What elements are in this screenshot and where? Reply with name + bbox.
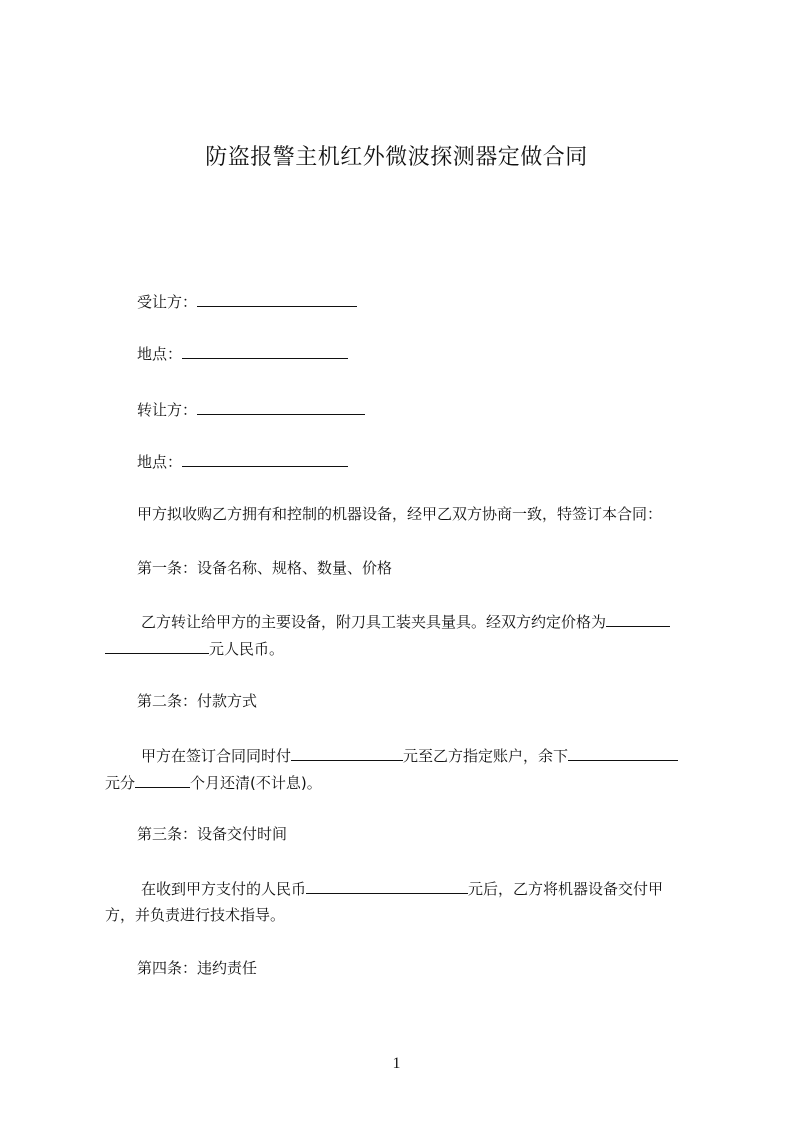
intro-paragraph: 甲方拟收购乙方拥有和控制的机器设备，经甲乙双方协商一致，特签订本合同： xyxy=(137,505,663,523)
initial-payment-blank[interactable] xyxy=(291,744,403,761)
party-b-address-blank[interactable] xyxy=(182,450,348,467)
article3-line2: 方，并负责进行技术指导。 xyxy=(105,906,286,924)
article1-line2 xyxy=(105,637,284,660)
months-blank[interactable] xyxy=(135,771,190,788)
remaining-amount-blank[interactable] xyxy=(568,744,678,761)
price-blank-part2[interactable] xyxy=(105,637,209,654)
party-a-label: 受让方： xyxy=(137,293,198,311)
article2-text-d: 个月还清(不计息)。 xyxy=(190,774,322,792)
article3-heading: 第三条：设备交付时间 xyxy=(137,825,288,843)
party-a-address-row xyxy=(137,342,348,365)
page-number: 1 xyxy=(392,1055,401,1072)
article3-text-a: 在收到甲方支付的人民币 xyxy=(141,880,307,898)
page-title: 防盗报警主机红外微波探测器定做合同 xyxy=(205,145,588,170)
party-b-address-row xyxy=(137,450,348,473)
article2-line2 xyxy=(105,771,322,794)
party-b-blank[interactable] xyxy=(197,398,365,415)
party-a-blank[interactable] xyxy=(197,290,357,307)
article2-line1 xyxy=(141,744,678,767)
article3-text-b: 元后，乙方将机器设备交付甲 xyxy=(468,880,664,898)
article2-text-b: 元至乙方指定账户，余下 xyxy=(403,747,569,765)
article2-heading: 第二条：付款方式 xyxy=(137,692,258,710)
party-b-address-label: 地点： xyxy=(137,453,183,471)
price-blank-part1[interactable] xyxy=(606,610,670,627)
article2-text-a: 甲方在签订合同同时付 xyxy=(141,747,292,765)
party-a-address-label: 地点： xyxy=(137,345,183,363)
article1-heading: 第一条：设备名称、规格、数量、价格 xyxy=(137,559,393,577)
article2-text-c: 元分 xyxy=(105,774,136,792)
party-b-row xyxy=(137,398,365,421)
party-b-label: 转让方： xyxy=(137,401,198,419)
article4-heading: 第四条：违约责任 xyxy=(137,959,258,977)
article1-text-a: 乙方转让给甲方的主要设备，附刀具工装夹具量具。经双方约定价格为 xyxy=(141,613,607,631)
article1-line1 xyxy=(141,610,670,633)
payment-received-blank[interactable] xyxy=(306,877,468,894)
article1-text-b: 元人民币。 xyxy=(209,640,285,658)
party-a-address-blank[interactable] xyxy=(182,342,348,359)
party-a-row xyxy=(137,290,357,313)
article3-line1 xyxy=(141,877,663,900)
